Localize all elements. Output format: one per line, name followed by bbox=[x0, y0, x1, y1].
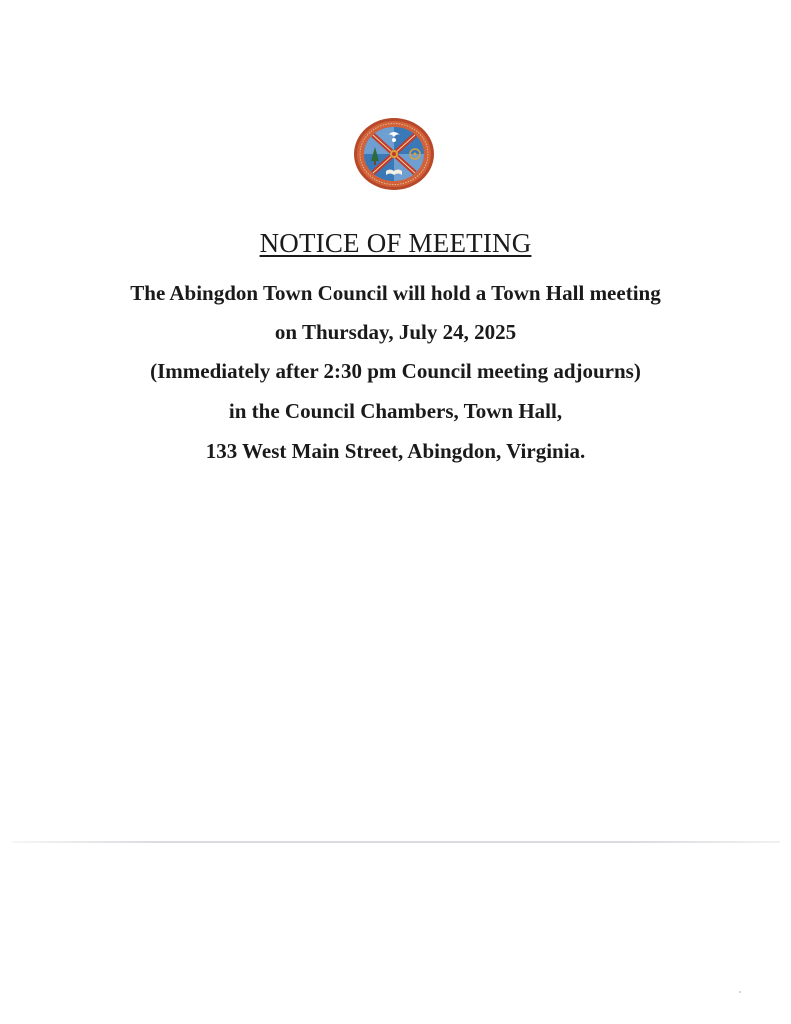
notice-line-meeting: The Abingdon Town Council will hold a Town Hall meeting bbox=[130, 281, 661, 305]
scan-divider bbox=[12, 841, 780, 843]
scan-speck bbox=[739, 991, 741, 993]
notice-heading: NOTICE OF MEETING bbox=[259, 228, 532, 258]
notice-line-date: on Thursday, July 24, 2025 bbox=[274, 320, 517, 344]
notice-line-address: 133 West Main Street, Abingdon, Virginia. bbox=[205, 439, 586, 463]
notice-line-venue: in the Council Chambers, Town Hall, bbox=[228, 399, 563, 423]
notice-line-time: (Immediately after 2:30 pm Council meeting adjourns) bbox=[150, 359, 641, 383]
town-seal-icon bbox=[353, 117, 435, 191]
